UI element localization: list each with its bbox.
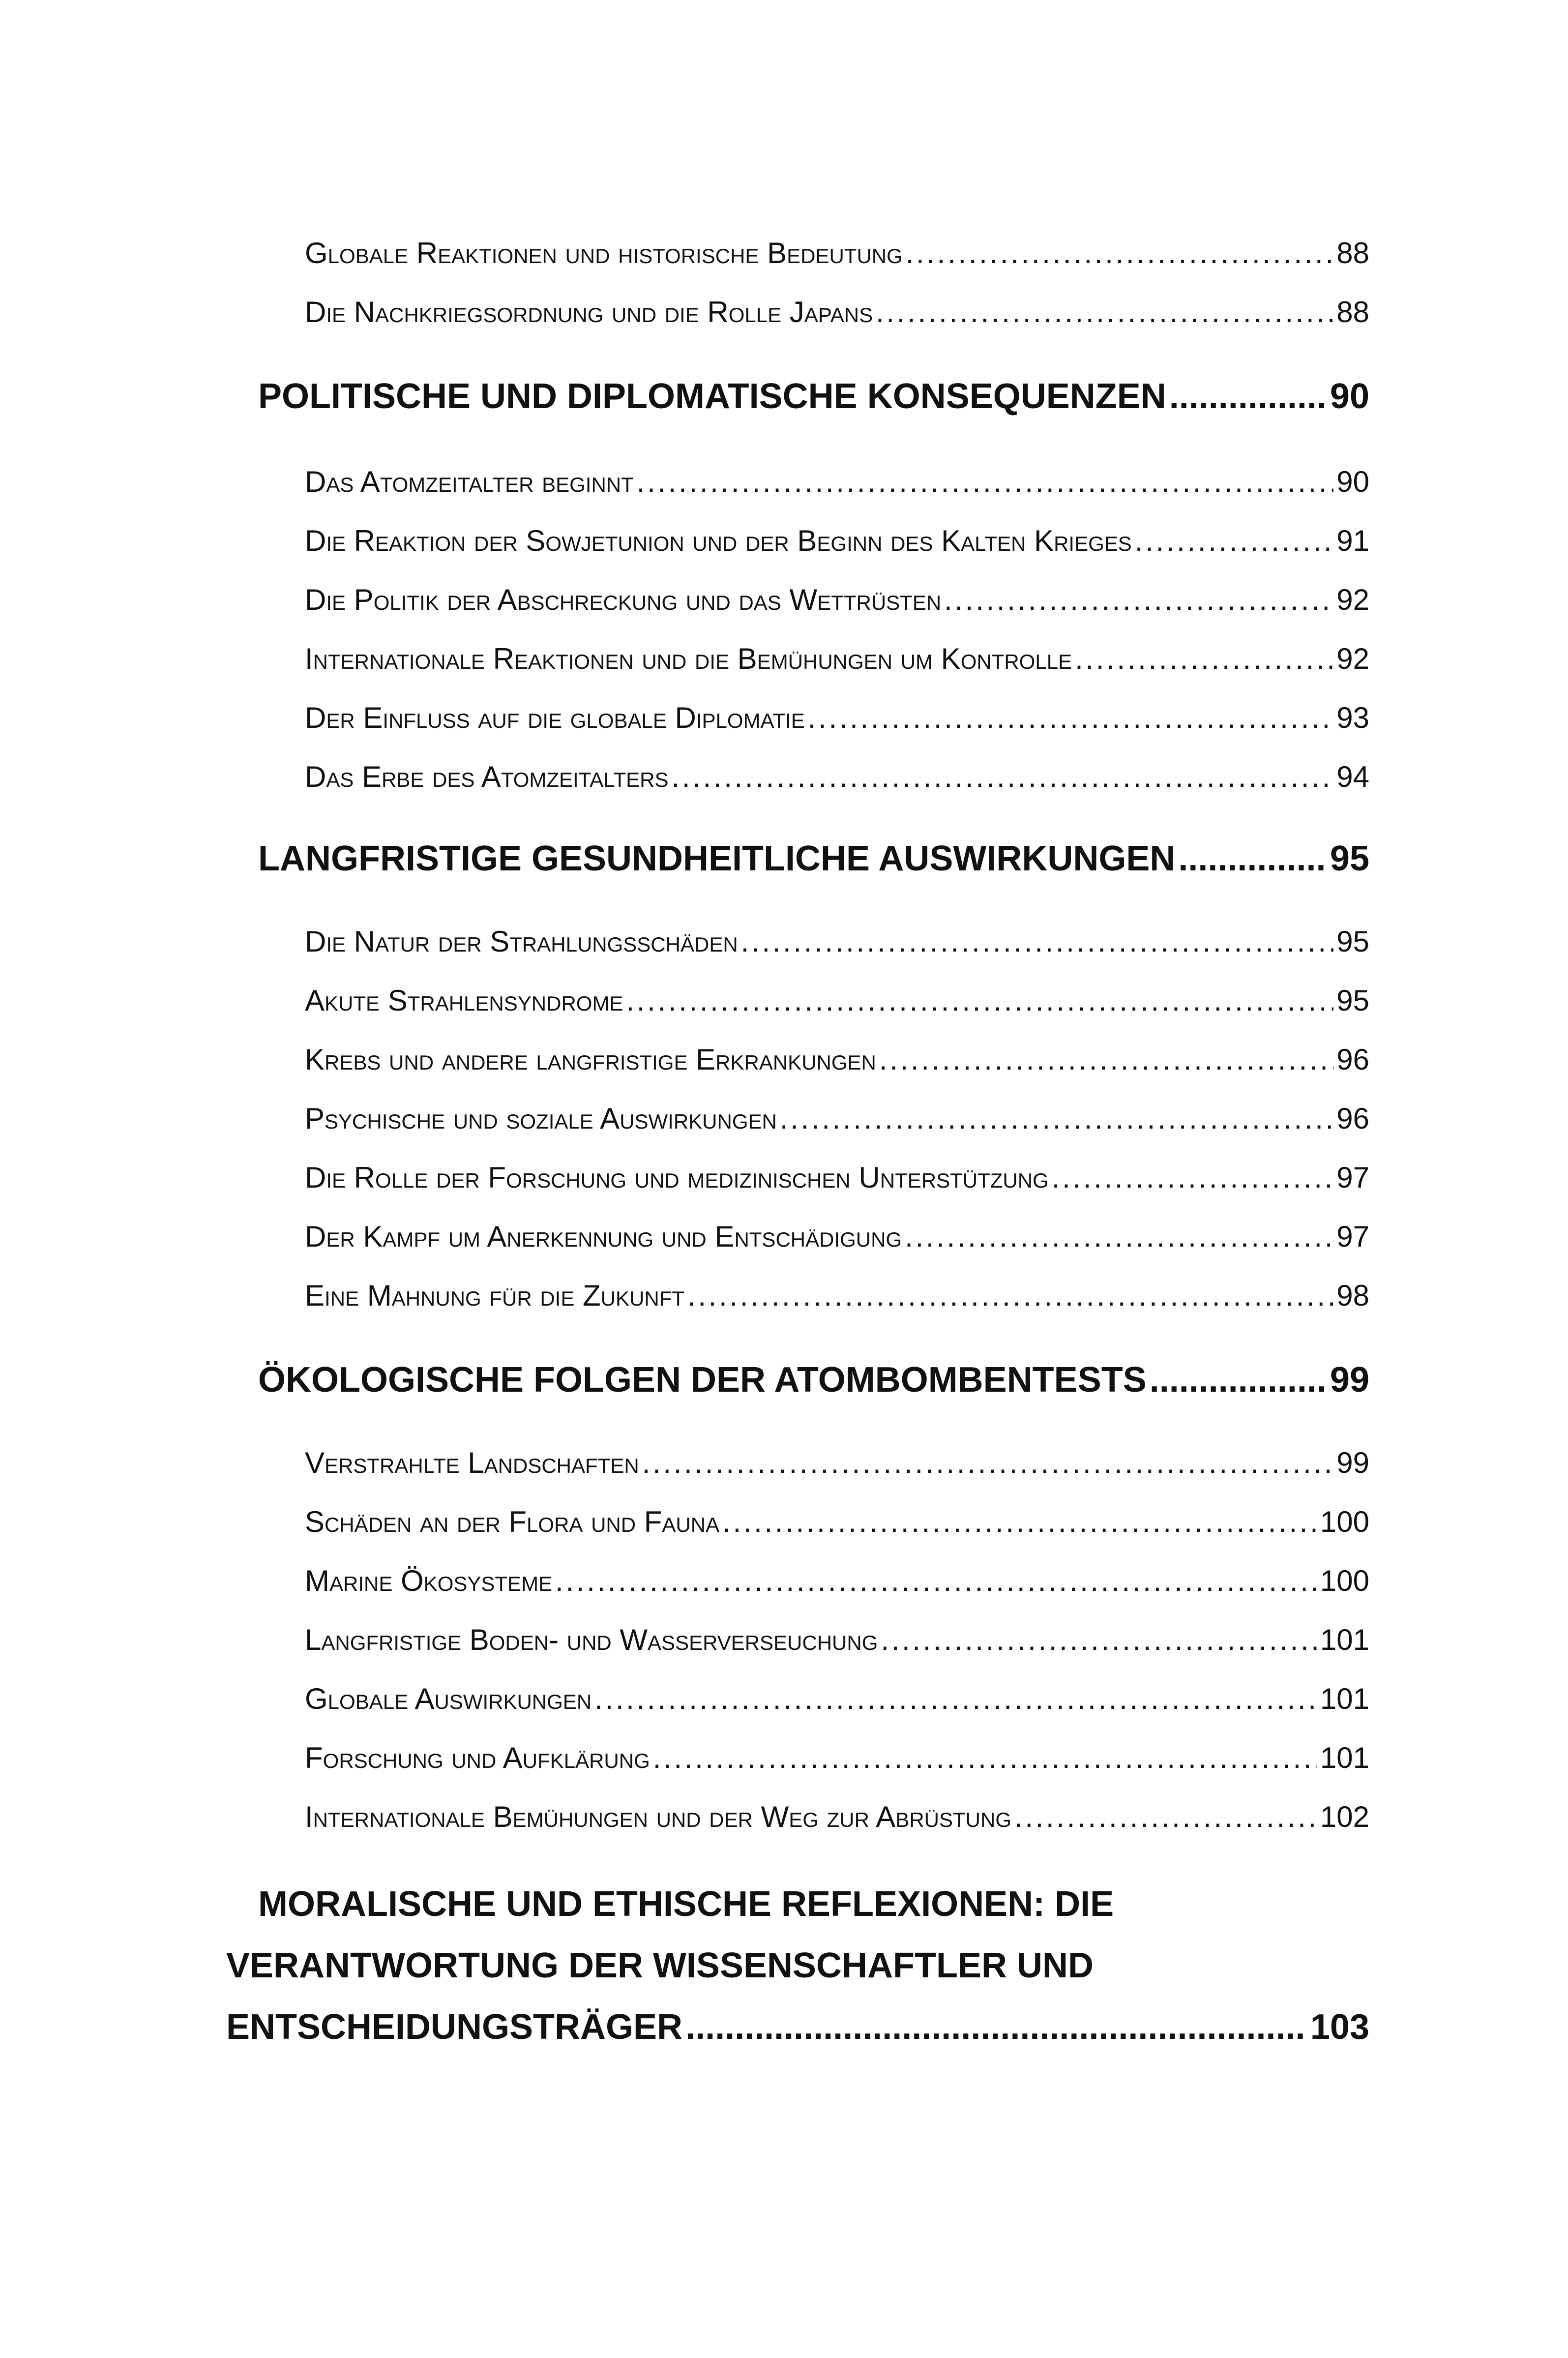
toc-entry-page: 100 — [1320, 1505, 1369, 1538]
dot-leader — [905, 1220, 1333, 1254]
toc-entry-title: Eine Mahnung für die Zukunft — [305, 1279, 684, 1312]
toc-chapter-title: LANGFRISTIGE GESUNDHEITLICHE AUSWIRKUNGEN — [258, 839, 1176, 878]
toc-entry-page: 97 — [1336, 1220, 1369, 1253]
dot-leader — [1150, 1360, 1327, 1400]
toc-entry[interactable] — [305, 1800, 1369, 1834]
toc-entry-title: Die Rolle der Forschung und medizinischen Unterstützung — [305, 1161, 1049, 1194]
toc-entry-title: Psychische und soziale Auswirkungen — [305, 1102, 777, 1135]
toc-entry-title: Forschung und Aufklärung — [305, 1741, 650, 1774]
dot-leader — [1052, 1161, 1334, 1194]
dot-leader — [687, 1279, 1333, 1313]
toc-entry-page: 91 — [1336, 524, 1369, 557]
dot-leader — [741, 925, 1334, 958]
dot-leader — [1014, 1800, 1317, 1834]
toc-entry-title: Globale Auswirkungen — [305, 1682, 592, 1715]
dot-leader — [808, 701, 1333, 735]
toc-entry[interactable] — [305, 583, 1369, 617]
toc-chapter-page: 90 — [1330, 377, 1369, 416]
toc-entry[interactable] — [305, 465, 1369, 499]
dot-leader — [780, 1102, 1333, 1135]
toc-entry-title: Internationale Bemühungen und der Weg zur Abrüstung — [305, 1800, 1011, 1833]
toc-entry[interactable] — [305, 984, 1369, 1017]
toc-entry-page: 92 — [1336, 642, 1369, 675]
toc-entry[interactable] — [305, 1279, 1369, 1313]
toc-entry-title: Schäden an der Flora und Fauna — [305, 1505, 720, 1538]
toc-entry-page: 95 — [1336, 984, 1369, 1017]
dot-leader — [906, 236, 1333, 270]
dot-leader — [876, 295, 1333, 329]
toc-entry-page: 92 — [1336, 583, 1369, 616]
toc-entry[interactable] — [305, 1623, 1369, 1657]
dot-leader — [672, 760, 1334, 794]
toc-chapter-page: 103 — [1310, 2007, 1369, 2047]
dot-leader — [653, 1741, 1317, 1775]
dot-leader — [642, 1446, 1334, 1480]
toc-entry-page: 90 — [1336, 465, 1369, 498]
toc-entry[interactable] — [305, 295, 1369, 329]
dot-leader — [879, 1043, 1333, 1076]
toc-entry[interactable] — [305, 760, 1369, 794]
toc-entry-page: 96 — [1336, 1043, 1369, 1076]
toc-entry-page: 88 — [1336, 296, 1369, 328]
toc-entry-page: 93 — [1336, 701, 1369, 734]
toc-entry[interactable] — [305, 1505, 1369, 1539]
dot-leader — [626, 984, 1333, 1017]
toc-entry[interactable] — [305, 1741, 1369, 1775]
toc-entry-page: 96 — [1336, 1102, 1369, 1135]
toc-chapter[interactable] — [258, 376, 1369, 417]
toc-entry-page: 101 — [1320, 1741, 1369, 1774]
dot-leader — [1169, 376, 1327, 417]
dot-leader — [685, 1997, 1307, 2058]
toc-entry-title: Marine Ökosysteme — [305, 1564, 553, 1597]
toc-entry[interactable] — [305, 701, 1369, 735]
toc-chapter-title: POLITISCHE UND DIPLOMATISCHE KONSEQUENZEN — [258, 377, 1166, 416]
toc-chapter-page: 95 — [1330, 839, 1369, 878]
toc-chapter-title: ÖKOLOGISCHE FOLGEN DER ATOMBOMBENTESTS — [258, 1360, 1147, 1400]
dot-leader — [881, 1623, 1317, 1657]
dot-leader — [555, 1564, 1317, 1598]
toc-entry-title: Die Nachkriegsordnung und die Rolle Japans — [305, 296, 873, 328]
toc-entry-title: Verstrahlte Landschaften — [305, 1446, 639, 1479]
toc-entry[interactable] — [305, 1446, 1369, 1480]
toc-entry-page: 101 — [1320, 1623, 1369, 1656]
toc-chapter-title-line2: VERANTWORTUNG DER WISSENSCHAFTLER UND — [226, 1946, 1094, 1985]
toc-chapter-page: 99 — [1330, 1360, 1369, 1400]
toc-chapter-title-line3: ENTSCHEIDUNGSTRÄGER — [226, 2007, 683, 2047]
toc-chapter[interactable] — [258, 1360, 1369, 1400]
dot-leader — [1075, 642, 1333, 676]
toc-chapter-title-line1: MORALISCHE UND ETHISCHE REFLEXIONEN: DIE — [258, 1884, 1114, 1924]
toc-entry-page: 99 — [1336, 1446, 1369, 1479]
toc-entry-title: Die Reaktion der Sowjetunion und der Beginn des Kalten Krieges — [305, 524, 1132, 557]
toc-entry-page: 101 — [1320, 1682, 1369, 1715]
toc-entry[interactable] — [305, 1220, 1369, 1254]
toc-entry-title: Das Atomzeitalter beginnt — [305, 465, 634, 498]
toc-entry-title: Der Einfluss auf die globale Diplomatie — [305, 701, 805, 734]
toc-chapter[interactable] — [258, 838, 1369, 879]
toc-entry[interactable] — [305, 524, 1369, 558]
dot-leader — [594, 1682, 1317, 1716]
toc-entry[interactable] — [305, 925, 1369, 958]
toc-entry-page: 100 — [1320, 1564, 1369, 1597]
toc-entry-title: Globale Reaktionen und historische Bedeutung — [305, 237, 903, 269]
toc-chapter-title-line3-row — [226, 1997, 1369, 2058]
dot-leader — [722, 1505, 1317, 1539]
toc-entry-page: 88 — [1336, 237, 1369, 269]
toc-entry-title: Krebs und andere langfristige Erkrankungen — [305, 1043, 876, 1076]
toc-entry[interactable] — [305, 1682, 1369, 1716]
toc-entry-title: Der Kampf um Anerkennung und Entschädigung — [305, 1220, 902, 1253]
toc-entry-page: 98 — [1336, 1279, 1369, 1312]
toc-entry-title: Die Politik der Abschreckung und das Wettrüsten — [305, 583, 942, 616]
dot-leader — [1178, 838, 1327, 879]
toc-entry-page: 102 — [1320, 1800, 1369, 1833]
toc-entry[interactable] — [305, 1102, 1369, 1135]
toc-entry-page: 97 — [1336, 1161, 1369, 1194]
toc-entry[interactable] — [305, 1564, 1369, 1598]
toc-chapter-final[interactable] — [226, 1874, 1369, 2058]
toc-entry-title: Die Natur der Strahlungsschäden — [305, 925, 738, 958]
toc-entry[interactable] — [305, 236, 1369, 270]
toc-entry[interactable] — [305, 1161, 1369, 1194]
toc-entry-page: 94 — [1336, 760, 1369, 793]
toc-entry-title: Akute Strahlensyndrome — [305, 984, 623, 1017]
dot-leader — [944, 583, 1333, 617]
toc-entry[interactable] — [305, 1043, 1369, 1076]
dot-leader — [637, 465, 1333, 499]
toc-entry-page: 95 — [1336, 925, 1369, 958]
toc-entry-title: Das Erbe des Atomzeitalters — [305, 760, 669, 793]
toc-entry-title: Langfristige Boden- und Wasserverseuchung — [305, 1623, 878, 1656]
toc-entry[interactable] — [305, 642, 1369, 676]
dot-leader — [1135, 524, 1333, 558]
toc-entry-title: Internationale Reaktionen und die Bemühungen um Kontrolle — [305, 642, 1072, 675]
